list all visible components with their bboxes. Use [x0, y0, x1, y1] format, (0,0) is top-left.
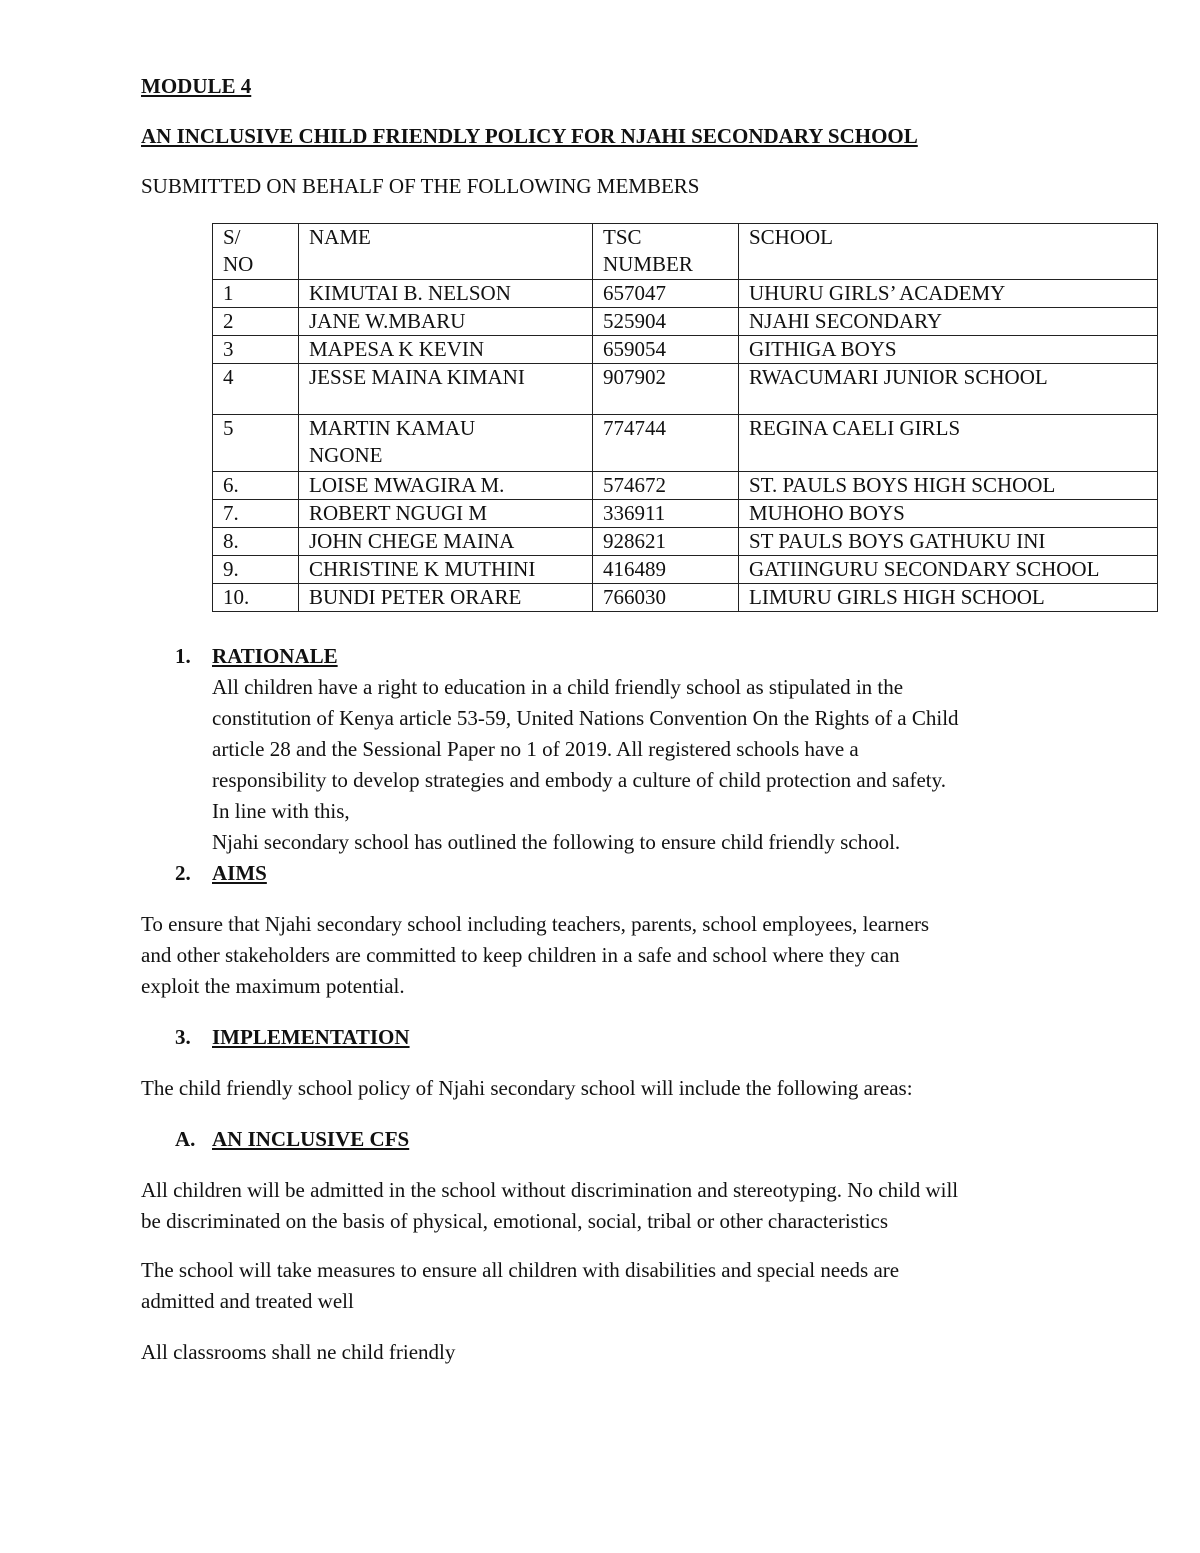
rationale-paragraph: All children have a right to education in a child friendly school as stipulated in the constitution of Kenya article 53-59, United Nations Convention On the Rights of a Child article 28 and the Sessional Paper no 1 of 2019. All registered schools have a responsibility to develop strategies and embody a culture of child protection and safety. In line with this, Njahi secondary school has outlined the following to ensure child friendly school. — [212, 675, 959, 854]
members-table — [212, 223, 1158, 612]
section-1-heading: RATIONALE — [212, 644, 338, 668]
cell-tsc: 525904 — [593, 308, 739, 336]
cell-serial: 7. — [213, 500, 299, 528]
cell-school: NJAHI SECONDARY — [739, 308, 1158, 336]
table-row — [213, 308, 1158, 336]
aims-paragraph: To ensure that Njahi secondary school including teachers, parents, school employees, learners and other stakeholders are committed to keep children in a safe and school where they can exploit the maximum potential. — [141, 912, 930, 998]
header-serial-no: S/ NO — [213, 224, 299, 280]
cell-name: JANE W.MBARU — [299, 308, 593, 336]
inclusive-paragraph-3: All classrooms shall ne child friendly — [141, 1340, 456, 1364]
cell-serial: 2 — [213, 308, 299, 336]
table-row — [213, 415, 1158, 472]
module-title: MODULE 4 — [141, 74, 252, 98]
cell-school: GATIINGURU SECONDARY SCHOOL — [739, 556, 1158, 584]
cell-school: RWACUMARI JUNIOR SCHOOL — [739, 364, 1158, 415]
section-1-number: 1. — [175, 644, 191, 668]
cell-school: ST. PAULS BOYS HIGH SCHOOL — [739, 472, 1158, 500]
cell-name: ROBERT NGUGI M — [299, 500, 593, 528]
cell-serial: 4 — [213, 364, 299, 415]
inclusive-paragraph-2: The school will take measures to ensure all children with disabilities and special needs are admitted and treated well — [141, 1258, 900, 1313]
cell-name: BUNDI PETER ORARE — [299, 584, 593, 612]
table-row — [213, 584, 1158, 612]
cell-serial: 10. — [213, 584, 299, 612]
header-name: NAME — [299, 224, 593, 280]
cell-tsc: 766030 — [593, 584, 739, 612]
section-a-heading: AN INCLUSIVE CFS — [212, 1127, 410, 1151]
cell-name: KIMUTAI B. NELSON — [299, 280, 593, 308]
cell-tsc: 657047 — [593, 280, 739, 308]
cell-tsc: 416489 — [593, 556, 739, 584]
cell-tsc: 574672 — [593, 472, 739, 500]
submitted-line: SUBMITTED ON BEHALF OF THE FOLLOWING MEMBERS — [141, 174, 700, 198]
cell-name: CHRISTINE K MUTHINI — [299, 556, 593, 584]
cell-name: MARTIN KAMAU NGONE — [299, 415, 593, 472]
table-row — [213, 280, 1158, 308]
header-tsc-number: TSC NUMBER — [593, 224, 739, 280]
cell-school: UHURU GIRLS’ ACADEMY — [739, 280, 1158, 308]
section-3-heading: IMPLEMENTATION — [212, 1025, 410, 1049]
cell-school: LIMURU GIRLS HIGH SCHOOL — [739, 584, 1158, 612]
cell-school: REGINA CAELI GIRLS — [739, 415, 1158, 472]
section-a-number: A. — [175, 1127, 196, 1151]
section-3-number: 3. — [175, 1025, 191, 1049]
cell-tsc: 774744 — [593, 415, 739, 472]
table-header-row — [213, 224, 1158, 280]
cell-name: JOHN CHEGE MAINA — [299, 528, 593, 556]
cell-serial: 9. — [213, 556, 299, 584]
cell-serial: 8. — [213, 528, 299, 556]
cell-serial: 3 — [213, 336, 299, 364]
cell-tsc: 336911 — [593, 500, 739, 528]
table-row — [213, 336, 1158, 364]
cell-tsc: 928621 — [593, 528, 739, 556]
inclusive-paragraph-1: All children will be admitted in the school without discrimination and stereotyping. No child will be discriminated on the basis of physical, emotional, social, tribal or other characteristics — [141, 1178, 959, 1233]
table-row — [213, 472, 1158, 500]
cell-serial: 5 — [213, 415, 299, 472]
table-row — [213, 500, 1158, 528]
header-school: SCHOOL — [739, 224, 1158, 280]
cell-school: GITHIGA BOYS — [739, 336, 1158, 364]
section-2-heading: AIMS — [212, 861, 267, 885]
cell-name: LOISE MWAGIRA M. — [299, 472, 593, 500]
policy-title: AN INCLUSIVE CHILD FRIENDLY POLICY FOR NJAHI SECONDARY SCHOOL — [141, 124, 918, 148]
table-row — [213, 528, 1158, 556]
table-row — [213, 556, 1158, 584]
cell-school: MUHOHO BOYS — [739, 500, 1158, 528]
cell-school: ST PAULS BOYS GATHUKU INI — [739, 528, 1158, 556]
cell-serial: 1 — [213, 280, 299, 308]
cell-name: JESSE MAINA KIMANI — [299, 364, 593, 415]
cell-tsc: 659054 — [593, 336, 739, 364]
section-2-number: 2. — [175, 861, 191, 885]
cell-tsc: 907902 — [593, 364, 739, 415]
table-row — [213, 364, 1158, 415]
cell-serial: 6. — [213, 472, 299, 500]
cell-name: MAPESA K KEVIN — [299, 336, 593, 364]
implementation-intro: The child friendly school policy of Njahi secondary school will include the following areas: — [141, 1076, 913, 1100]
